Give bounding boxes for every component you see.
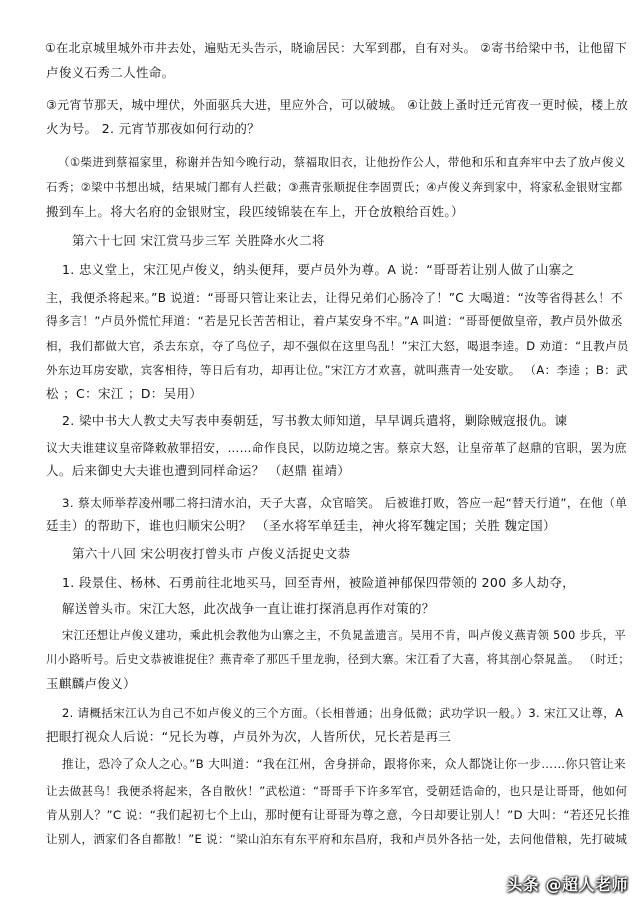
doc-line: ①在北京城里城外市井去处，遍贴无头告示，晓谕居民：大军到郡，自有对头。 ②寄书给梁中书，让他留下 — [45, 41, 628, 55]
doc-line: 2. 梁中书大人教丈夫写表申奏朝廷，写书教太师知道，早早调兵遣将，剿除贼寇报仇。谏 — [62, 413, 568, 428]
watermark: 头条 @超人老师 — [506, 875, 628, 894]
doc-line: 2. 请概括宋江认为自己不如卢俊义的三个方面。（长相普通；出身低微；武功学识一般。）3. 宋江又让尊，A — [62, 706, 624, 720]
doc-line: 肯从别人？”C 说：“我们起初七个上山，那时便有让哥哥为尊之意，今日却要让别人！”D 大叫：“若还兄长推 — [46, 808, 631, 822]
doc-line: 玉麒麟卢俊义） — [46, 676, 136, 691]
doc-line: 人。后来御史大夫谁也遭到同样命运？ （赵鼎 崔靖） — [46, 463, 351, 478]
chapter-heading: 第六十七回 宋江赏马步三军 关胜降水火二将 — [72, 233, 325, 248]
doc-line: 3. 蔡太师举荐凌州哪二将扫清水泊，天子大喜，众官暗笑。 后被谁打败，答应一起“替天行道”，在他（单 — [62, 496, 628, 510]
doc-line: 议大夫谁建议皇帝降敕赦罪招安，……命作良民，以防边境之害。蔡京大怒，让皇帝革了赵鼎的官职，罢为庶 — [46, 441, 627, 455]
doc-line: 相，我们都做大官，杀去东京，夺了鸟位子，却不强似在这里鸟乱！”宋江大怒，喝退李逵。D 劝道：“且教卢员 — [46, 339, 629, 353]
doc-line: 宋江还想让卢俊义建功，乘此机会教他为山寨之主，不负晁盖遗言。吴用不肯，叫卢俊义燕青领 500 步兵，平 — [62, 629, 626, 642]
doc-line: 1. 段景住、杨林、石勇前往北地买马，回至青州，被险道神郁保四带领的 200 多人劫夺， — [62, 575, 576, 590]
doc-line: 石秀；②梁中书想出城，结果城门都有人拦截；③燕青张顺捉住李固贾氏；④卢俊义奔到家中，将家私金银财宝都 — [46, 181, 623, 194]
doc-line: 搬到车上。将大名府的金银财宝，段匹绫锦装在车上，开仓放粮给百姓。） — [46, 204, 464, 219]
doc-line: 松 ；C：宋江 ；D：吴用） — [46, 386, 203, 401]
doc-line: 让别人，洒家们各自都散！”E 说：“梁山泊东有东平府和东昌府，我和卢员外各拈一处，去问他借粮，先打破城 — [46, 832, 628, 846]
doc-line: 卢俊义石秀二人性命。 — [46, 65, 175, 80]
doc-line: 让去做甚鸟！我便杀将起来，各自散伙！”武松道：“哥哥手下许多军官，受朝廷诰命的，也只是让哥哥，他如何 — [46, 784, 628, 798]
doc-line: 1. 忠义堂上，宋江见卢俊义，纳头便拜，要卢员外为尊。A 说：“哥哥若让别人做了山寨之 — [62, 262, 575, 277]
doc-line: 推让，恐冷了众人之心。”B 大叫道：“我在江州，舍身拼命，跟将你来，众人都饶让你一步……你只管让来 — [62, 757, 626, 771]
doc-line: ③元宵节那天，城中埋伏，外面驱兵大进，里应外合，可以破城。 ④让鼓上蚤时迁元宵夜一更时候，楼上放 — [46, 98, 629, 112]
doc-line: 川小路听号。后史文恭被谁捉住？燕青牵了那匹千里龙驹，径到大寨。宋江看了大喜，将其剖心祭晁盖。 （时迁； — [46, 653, 630, 666]
chapter-heading: 第六十八回 宋公明夜打曾头市 卢俊义活捉史文恭 — [72, 546, 351, 561]
doc-line: （①柴进到蔡福家里，称谢并告知今晚行动，蔡福取旧衣，让他扮作公人，带他和乐和直奔牢中去了放卢俊义 — [58, 155, 626, 169]
doc-line: 解送曾头市。宋江大怒，此次战争一直让谁打探消息再作对策的？ — [62, 601, 435, 616]
doc-line: 把眼打视众人后说：“兄长为尊，卢员外为次，人皆所伏，兄长若是再三 — [46, 729, 452, 744]
doc-line: 得多言！”卢员外慌忙拜道：“若是兄长苦苦相让，着卢某安身不牢。”A 叫道：“哥哥便做皇帝，教卢员外做丞 — [46, 314, 623, 328]
doc-line: 外东边耳房安歇，宾客相待，等日后有功，却再让位。”宋江方才欢喜，就叫燕青一处安歇。 （A：李逵 ；B：武 — [46, 363, 628, 377]
doc-line: 主，我便杀将起来。”B 说道：“哥哥只管让来让去，让得兄弟们心肠冷了！”C 大喝道：“汝等省得甚么！不 — [46, 291, 623, 305]
doc-line: 火为号。 2. 元宵节那夜如何行动的？ — [46, 121, 261, 136]
doc-line: 廷圭）的帮助下，谁也归顺宋公明？ （圣水将军单廷圭，神火将军魏定国；关胜 魏定国） — [46, 518, 556, 533]
